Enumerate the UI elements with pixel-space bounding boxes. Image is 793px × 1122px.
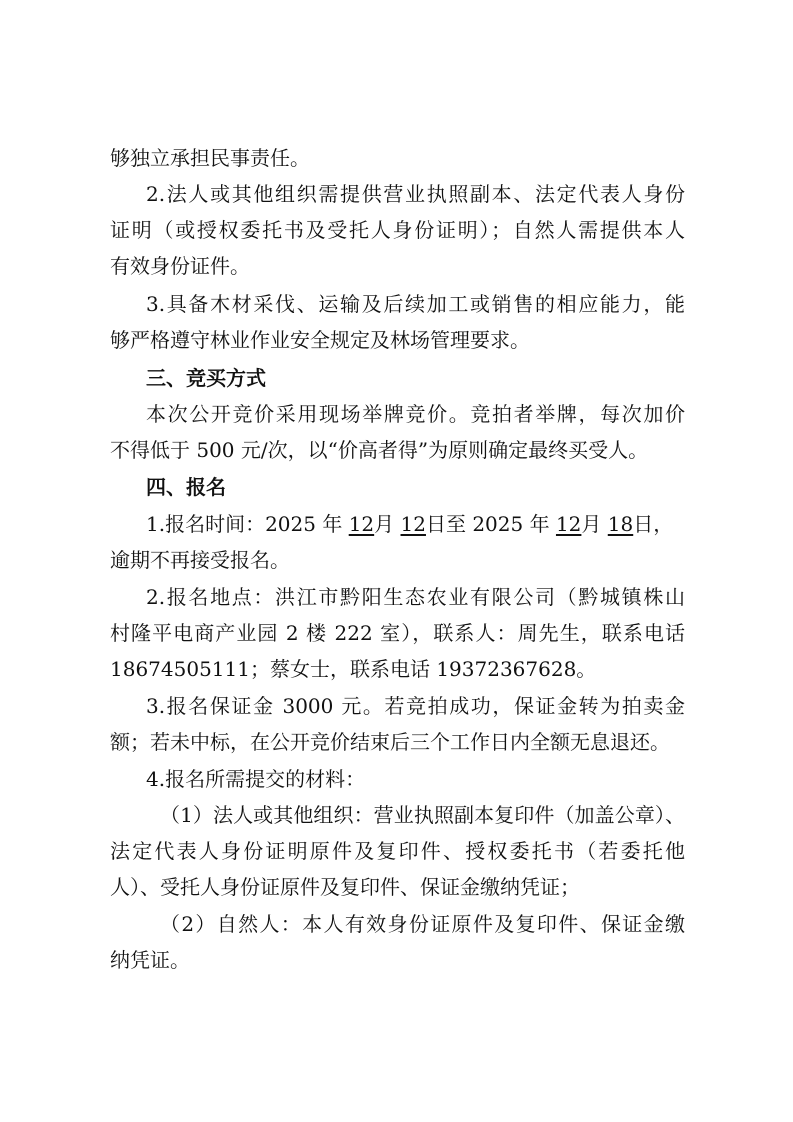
paragraph-line: 3.具备木材采伐、运输及后续加工或销售的相应能力，能 [146, 292, 685, 316]
section-heading: 三、竞买方式 [146, 366, 266, 390]
paragraph-line: 有效身份证件。 [110, 254, 250, 278]
paragraph-line: 纳凭证。 [110, 948, 190, 972]
paragraph-line: 村隆平电商产业园 2 楼 222 室），联系人：周先生，联系电话 [110, 621, 685, 645]
reg-text: 月 [581, 512, 608, 536]
paragraph-line: （1）法人或其他组织：营业执照副本复印件（加盖公章）、 [160, 803, 685, 827]
paragraph-line: 够严格遵守林业作业安全规定及林场管理要求。 [110, 328, 530, 352]
reg-end-month: 12 [555, 512, 582, 536]
reg-time-prefix: 1.报名时间：2025 年 [146, 512, 349, 536]
paragraph-line: 3.报名保证金 3000 元。若竞拍成功，保证金转为拍卖金 [146, 694, 685, 718]
reg-text: 日至 2025 年 [425, 512, 556, 536]
paragraph-line: 证明（或授权委托书及受托人身份证明）；自然人需提供本人 [110, 218, 685, 242]
paragraph-line: 人）、受托人身份证原件及复印件、保证金缴纳凭证； [110, 875, 580, 899]
paragraph-line: 4.报名所需提交的材料： [146, 767, 366, 791]
section-heading: 四、报名 [146, 475, 226, 499]
paragraph-line: （2）自然人：本人有效身份证原件及复印件、保证金缴 [160, 912, 685, 936]
paragraph-line: 不得低于 500 元/次，以“价高者得”为原则确定最终买受人。 [110, 438, 649, 462]
reg-start-day: 12 [400, 512, 426, 536]
reg-end-day: 18 [607, 512, 634, 536]
reg-text: 日， [633, 512, 674, 536]
paragraph-line: 逾期不再接受报名。 [110, 548, 290, 572]
paragraph-line: 法定代表人身份证明原件及复印件、授权委托书（若委托他 [110, 839, 685, 863]
paragraph-line: 2.报名地点：洪江市黔阳生态农业有限公司（黔城镇株山 [146, 585, 685, 609]
paragraph-line: 额；若未中标，在公开竞价结束后三个工作日内全额无息退还。 [110, 730, 670, 754]
paragraph-line: 够独立承担民事责任。 [110, 146, 310, 170]
reg-text: 月 [374, 512, 401, 536]
reg-start-month: 12 [348, 512, 375, 536]
registration-time-line [146, 510, 685, 538]
paragraph-line: 本次公开竞价采用现场举牌竞价。竞拍者举牌，每次加价 [146, 402, 685, 426]
paragraph-line: 18674505111；蔡女士，联系电话 19372367628。 [110, 657, 597, 681]
paragraph-line: 2.法人或其他组织需提供营业执照副本、法定代表人身份 [146, 182, 685, 206]
